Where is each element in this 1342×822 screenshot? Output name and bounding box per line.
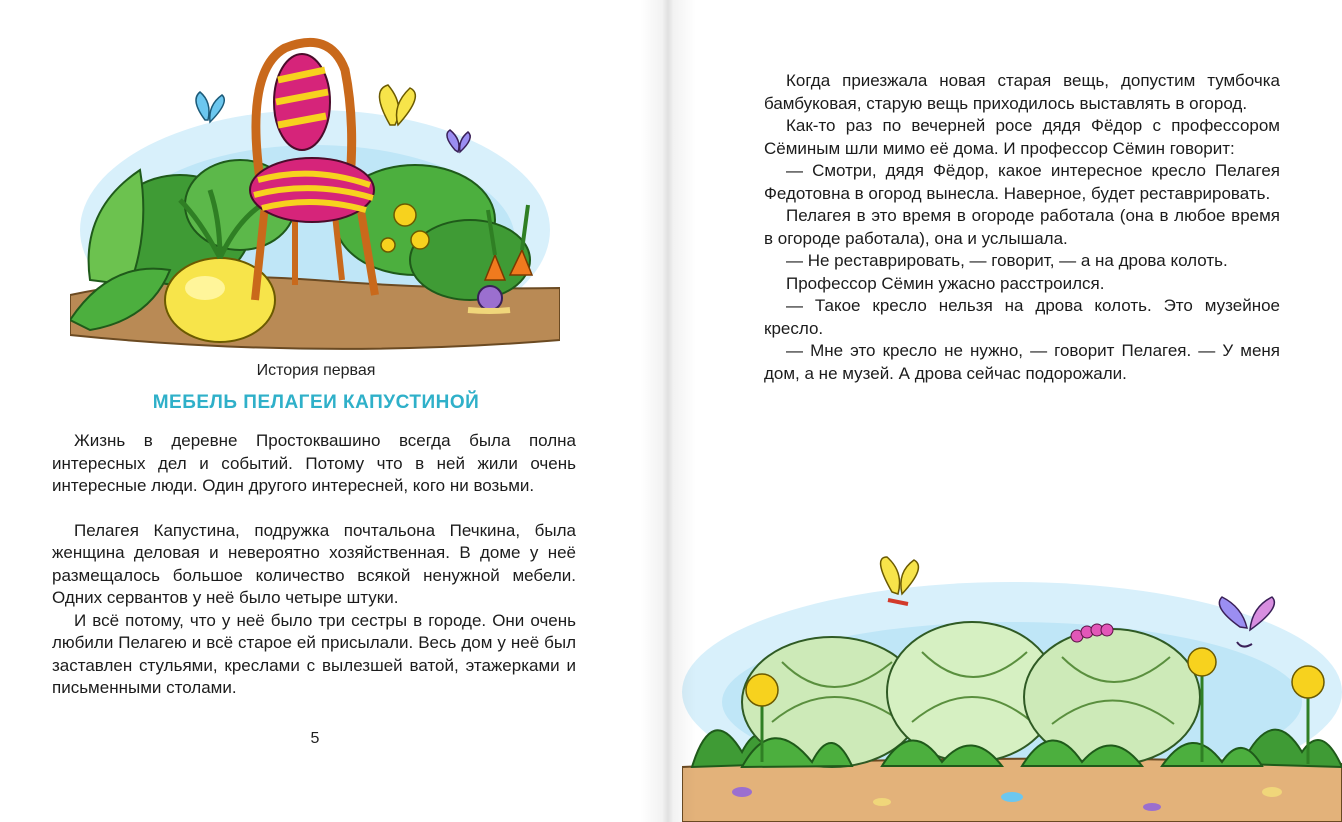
right-page-text [764, 70, 1280, 385]
cabbage-garden-illustration [682, 552, 1342, 822]
chair-in-garden-illustration [70, 30, 560, 350]
paragraph: Профессор Сёмин ужасно расстроился. [786, 273, 1105, 293]
left-page-text [52, 430, 576, 700]
paragraph: Жизнь в деревне Простоквашино всегда была полна интересных дел и событий. Потому что в ней жили очень интересные люди. Один другого интересней, кого ни возьми. [52, 431, 576, 495]
paragraph: Как-то раз по вечерней росе дядя Фёдор с профессором Сёминым шли мимо её дома. И профессор Сёмин говорит: [764, 116, 1280, 158]
paragraph: — Смотри, дядя Фёдор, какое интересное кресло Пелагея Федотовна в огород вынесла. Наверное, будет реставрировать. [764, 161, 1280, 203]
paragraph: Пелагея в это время в огороде работала (она в любое время в огороде работала), она и услышала. [764, 206, 1280, 248]
paragraph: — Мне это кресло не нужно, — говорит Пелагея. — У меня дом, а не музей. А дрова сейчас подорожали. [764, 341, 1280, 383]
right-page [668, 0, 1342, 822]
butterfly-icon [196, 92, 224, 122]
paragraph: И всё потому, что у неё было три сестры в городе. Они очень любили Пелагею и всё старое ей присылали. Весь дом у неё был заставлен стульями, креслами с вылезшей ватой, этажерками и письменными столами. [52, 610, 576, 697]
paragraph: — Такое кресло нельзя на дрова колоть. Это музейное кресло. [764, 296, 1280, 338]
paragraph: — Не реставрировать, — говорит, — а на дрова колоть. [786, 251, 1228, 270]
left-page [0, 0, 668, 822]
page-number: 5 [310, 730, 320, 747]
paragraph: Когда приезжала новая старая вещь, допустим тумбочка бамбуковая, старую вещь приходилось выставлять в огород. [764, 71, 1280, 113]
story-label: История первая [256, 362, 376, 379]
paragraph: Пелагея Капустина, подружка почтальона Печкина, была женщина деловая и невероятно хозяйственная. В доме у неё размещалось большое количество всякой ненужной мебели. Одних сервантов у неё было четыре штуки. [52, 520, 576, 607]
story-title: МЕБЕЛЬ ПЕЛАГЕИ КАПУСТИНОЙ [152, 392, 480, 413]
